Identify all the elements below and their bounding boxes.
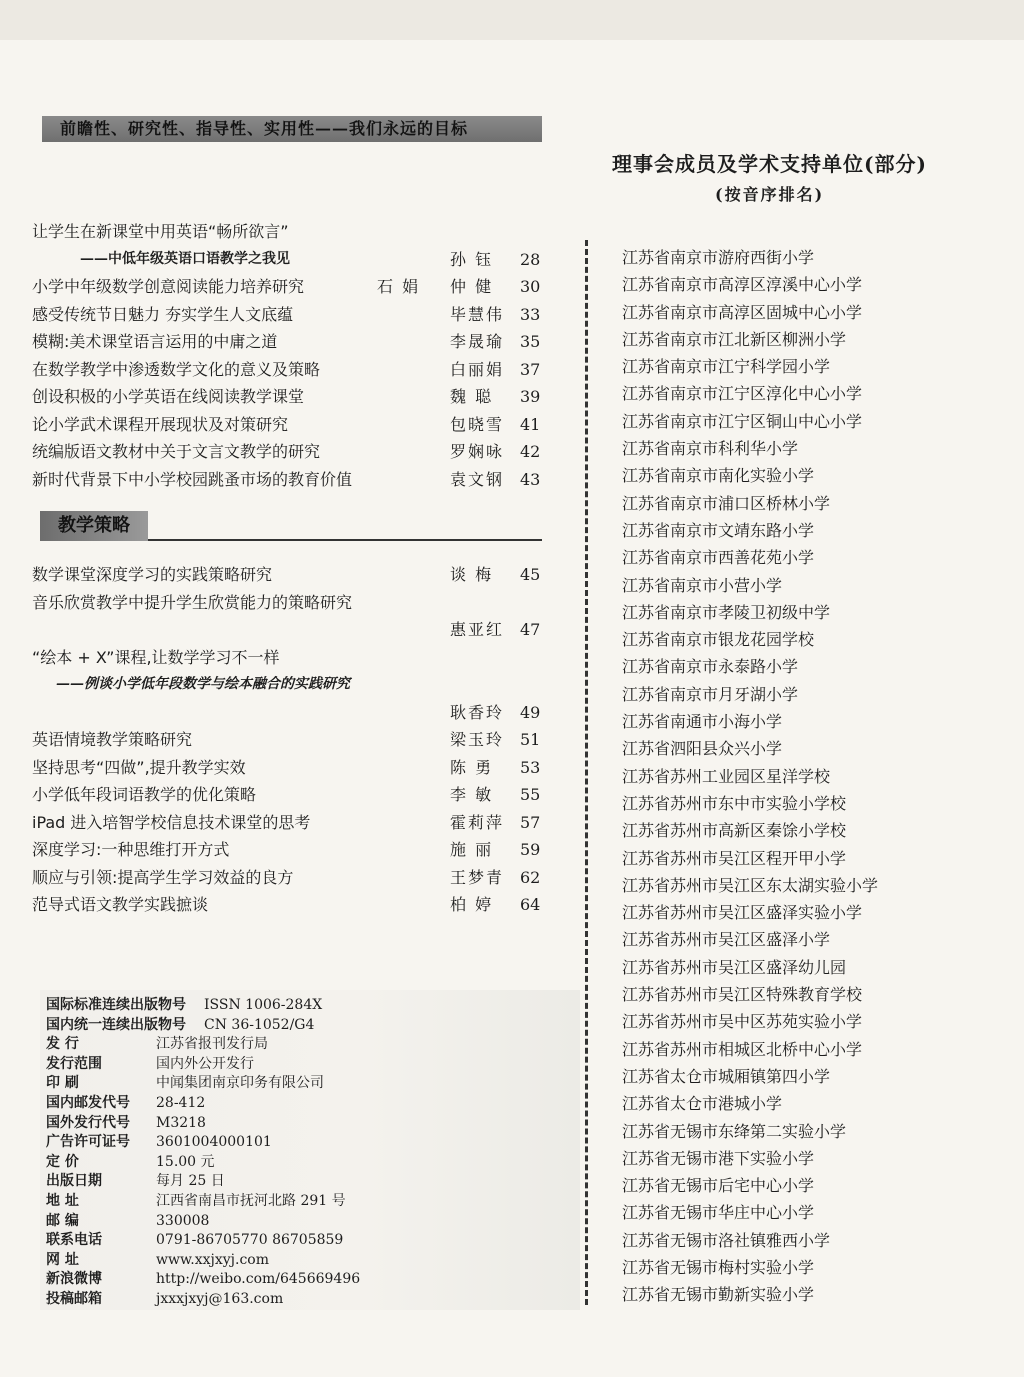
school-item: 江苏省南通市小海小学 <box>622 712 783 732</box>
info-label: 国内统一连续出版物号 <box>46 1016 186 1033</box>
toc-entry[interactable] <box>32 411 552 439</box>
toc-author: 陈 勇 <box>450 757 494 777</box>
toc-page-number: 30 <box>520 277 541 296</box>
school-item: 江苏省南京市江宁区铜山中心小学 <box>622 411 863 431</box>
toc-section-2 <box>32 561 552 919</box>
toc-page-number: 49 <box>520 702 541 722</box>
info-value: M3218 <box>156 1114 206 1131</box>
info-value: 3601004000101 <box>156 1134 272 1151</box>
toc-entry[interactable] <box>32 644 552 672</box>
info-row <box>46 1212 566 1232</box>
info-row <box>46 1055 566 1075</box>
school-item: 江苏省南京市江北新区柳洲小学 <box>622 329 847 349</box>
info-label: 印 刷 <box>46 1075 79 1092</box>
info-label: 广告许可证号 <box>46 1134 130 1151</box>
school-item: 江苏省南京市江宁区淳化中心小学 <box>622 384 863 404</box>
toc-title: iPad 进入培智学校信息技术课堂的思考 <box>32 812 311 832</box>
info-value: jxxxjxyj@163.com <box>156 1290 284 1307</box>
toc-title: 英语情境教学策略研究 <box>32 730 193 749</box>
toc-page-number: 39 <box>520 387 541 406</box>
toc-title: 在数学教学中渗透数学文化的意义及策略 <box>32 359 321 379</box>
toc-title: 小学低年段词语教学的优化策略 <box>32 785 257 804</box>
toc-author: 李晟瑜 <box>450 332 505 351</box>
info-label: 发 行 <box>46 1036 79 1053</box>
info-row <box>46 1153 566 1173</box>
info-value: 28-412 <box>156 1094 206 1111</box>
school-item: 江苏省苏州市东中市实验小学校 <box>622 793 847 813</box>
toc-author: 梁玉玲 <box>450 730 505 749</box>
info-row <box>46 1290 566 1310</box>
toc-author: 耿香玲 <box>450 702 505 722</box>
toc-title: 模糊:美术课堂语言运用的中庸之道 <box>32 332 278 351</box>
toc-author: 毕慧伟 <box>450 304 505 324</box>
toc-title: ——中低年级英语口语教学之我见 <box>80 250 290 267</box>
toc-coauthor: 石 娟 <box>377 277 421 296</box>
toc-entry[interactable] <box>32 726 552 754</box>
toc-title: “绘本 + X”课程,让数学学习不一样 <box>32 647 280 667</box>
toc-page-number: 57 <box>520 812 541 832</box>
info-value: www.xxjxyj.com <box>156 1251 270 1268</box>
info-row <box>46 1231 566 1251</box>
school-item: 江苏省南京市银龙花园学校 <box>622 630 815 650</box>
toc-entry[interactable] <box>32 383 552 411</box>
toc-entry[interactable] <box>32 809 552 837</box>
info-row <box>46 1133 566 1153</box>
top-strip <box>0 0 1024 40</box>
toc-title: 音乐欣赏教学中提升学生欣赏能力的策略研究 <box>32 592 353 612</box>
toc-title: 坚持思考“四做”,提升教学实效 <box>32 757 246 777</box>
toc-title: 论小学武术课程开展现状及对策研究 <box>32 414 289 434</box>
info-value: 每月 25 日 <box>156 1173 225 1190</box>
toc-title: 让学生在新课堂中用英语“畅所欲言” <box>32 222 289 241</box>
info-label: 发行范围 <box>46 1055 102 1072</box>
toc-page-number: 35 <box>520 332 541 351</box>
info-value: http://weibo.com/645669496 <box>156 1271 361 1288</box>
school-item: 江苏省无锡市梅村实验小学 <box>622 1257 815 1277</box>
school-item: 江苏省泗阳县众兴小学 <box>622 739 783 759</box>
info-label: 投稿邮箱 <box>46 1290 102 1307</box>
info-label: 新浪微博 <box>46 1271 102 1288</box>
toc-author: 袁文钢 <box>450 469 505 489</box>
toc-author: 李 敏 <box>450 785 494 804</box>
toc-entry[interactable] <box>32 891 552 919</box>
info-value: CN 36-1052/G4 <box>204 1016 315 1033</box>
toc-page-number: 47 <box>520 620 541 639</box>
school-list <box>622 244 1022 1309</box>
info-row <box>46 1114 566 1134</box>
toc-page-number: 42 <box>520 442 541 461</box>
toc-page-number: 62 <box>520 867 541 887</box>
section-rule <box>148 539 542 541</box>
school-item: 江苏省苏州市吴江区程开甲小学 <box>622 848 847 868</box>
toc-page-number: 59 <box>520 840 541 859</box>
school-item: 江苏省无锡市港下实验小学 <box>622 1148 815 1168</box>
toc-page-number: 28 <box>520 249 541 269</box>
info-value: ISSN 1006-284X <box>204 997 323 1013</box>
toc-author: 惠亚红 <box>450 620 505 639</box>
info-value: 江苏省报刊发行局 <box>156 1036 268 1053</box>
toc-title: 小学中年级数学创意阅读能力培养研究 <box>32 277 305 296</box>
toc-page-number: 53 <box>520 757 541 777</box>
toc-author: 柏 婷 <box>450 895 494 914</box>
toc-page-number: 45 <box>520 565 541 584</box>
toc-page-number: 41 <box>520 414 541 434</box>
school-item: 江苏省苏州市吴江区东太湖实验小学 <box>622 875 879 895</box>
toc-section-1 <box>32 218 552 493</box>
publication-info <box>46 996 566 1310</box>
school-item: 江苏省南京市高淳区固城中心小学 <box>622 302 863 322</box>
school-item: 江苏省南京市江宁科学园小学 <box>622 357 831 377</box>
info-label: 网 址 <box>46 1251 79 1268</box>
school-item: 江苏省苏州市吴江区特殊教育学校 <box>622 985 863 1005</box>
school-item: 江苏省苏州市吴中区苏苑实验小学 <box>622 1012 863 1032</box>
school-item: 江苏省南京市永泰路小学 <box>622 657 799 677</box>
info-label: 联系电话 <box>46 1232 102 1249</box>
toc-page-number: 43 <box>520 469 541 489</box>
column-divider <box>585 240 588 1305</box>
council-subtitle: (按音序排名) <box>715 185 825 204</box>
info-value: 330008 <box>156 1212 210 1229</box>
info-row <box>46 1251 566 1271</box>
school-item: 江苏省苏州市相城区北桥中心小学 <box>622 1039 863 1059</box>
info-row <box>46 1270 566 1290</box>
toc-author: 包晓雪 <box>450 414 505 434</box>
toc-page-number: 64 <box>520 895 541 914</box>
info-label: 国际标准连续出版物号 <box>46 997 186 1013</box>
toc-title: 顺应与引领:提高学生学习效益的良方 <box>32 867 294 887</box>
school-item: 江苏省无锡市华庄中心小学 <box>622 1203 815 1223</box>
toc-author: 孙 钰 <box>450 249 494 269</box>
school-item: 江苏省南京市月牙湖小学 <box>622 684 799 704</box>
info-label: 出版日期 <box>46 1173 102 1190</box>
school-item: 江苏省太仓市港城小学 <box>622 1094 783 1114</box>
school-item: 江苏省苏州市吴江区盛泽小学 <box>622 930 831 950</box>
toc-title: 范导式语文教学实践摭谈 <box>32 895 209 914</box>
toc-entry[interactable] <box>32 836 552 864</box>
toc-title: 新时代背景下中小学校园跳蚤市场的教育价值 <box>32 469 353 489</box>
school-item: 江苏省太仓市城厢镇第四小学 <box>622 1066 831 1086</box>
school-item: 江苏省无锡市洛社镇雅西小学 <box>622 1230 831 1250</box>
school-item: 江苏省南京市文靖东路小学 <box>622 520 815 540</box>
toc-entry[interactable] <box>32 616 552 644</box>
toc-page-number: 55 <box>520 785 541 804</box>
toc-author: 霍莉萍 <box>450 812 505 832</box>
toc-title: 深度学习:一种思维打开方式 <box>32 840 230 859</box>
info-value: 0791-86705770 86705859 <box>156 1232 344 1249</box>
toc-entry[interactable] <box>32 246 552 274</box>
school-item: 江苏省南京市高淳区淳溪中心小学 <box>622 275 863 295</box>
toc-entry[interactable] <box>32 218 552 246</box>
toc-entry[interactable] <box>32 699 552 727</box>
section-header <box>40 511 540 543</box>
toc-author: 谈 梅 <box>450 565 494 584</box>
toc-title: 感受传统节日魅力 夯实学生人文底蕴 <box>32 304 294 324</box>
info-label: 邮 编 <box>46 1212 79 1229</box>
school-item: 江苏省无锡市后宅中心小学 <box>622 1176 815 1196</box>
toc-entry[interactable] <box>32 781 552 809</box>
school-item: 江苏省无锡市勤新实验小学 <box>622 1285 815 1305</box>
section-title: 教学策略 <box>40 511 148 541</box>
school-item: 江苏省苏州工业园区星洋学校 <box>622 766 831 786</box>
info-label: 国外发行代号 <box>46 1114 130 1131</box>
toc-author: 罗娴咏 <box>450 442 505 461</box>
toc-entry[interactable] <box>32 356 552 384</box>
info-row <box>46 1192 566 1212</box>
info-value: 国内外公开发行 <box>156 1055 254 1072</box>
school-item: 江苏省南京市南化实验小学 <box>622 466 815 486</box>
toc-entry[interactable] <box>32 328 552 356</box>
toc-title: 创设积极的小学英语在线阅读教学课堂 <box>32 387 305 406</box>
school-item: 江苏省苏州市吴江区盛泽实验小学 <box>622 903 863 923</box>
info-row <box>46 1172 566 1192</box>
school-item: 江苏省无锡市东绛第二实验小学 <box>622 1121 847 1141</box>
toc-title: 统编版语文教材中关于文言文教学的研究 <box>32 442 321 461</box>
council-title: 理事会成员及学术支持单位(部分) <box>612 152 927 176</box>
info-row <box>46 1035 566 1055</box>
school-item: 江苏省南京市孝陵卫初级中学 <box>622 602 831 622</box>
school-item: 江苏省南京市西善花苑小学 <box>622 548 815 568</box>
school-item: 江苏省苏州市吴江区盛泽幼儿园 <box>622 957 847 977</box>
toc-title: 数学课堂深度学习的实践策略研究 <box>32 565 273 584</box>
toc-page-number: 37 <box>520 359 541 379</box>
info-row <box>46 996 566 1016</box>
toc-page-number: 33 <box>520 304 541 324</box>
toc-entry[interactable] <box>32 864 552 892</box>
slogan-banner: 前瞻性、研究性、指导性、实用性——我们永远的目标 <box>42 116 542 142</box>
school-item: 江苏省南京市科利华小学 <box>622 439 799 459</box>
toc-entry[interactable] <box>32 589 552 617</box>
school-item: 江苏省苏州市高新区秦馀小学校 <box>622 821 847 841</box>
school-item: 江苏省南京市小营小学 <box>622 575 783 595</box>
toc-author: 白丽娟 <box>450 359 505 379</box>
info-label: 定 价 <box>46 1153 79 1170</box>
school-item: 江苏省南京市游府西街小学 <box>622 248 815 267</box>
info-value: 江西省南昌市抚河北路 291 号 <box>156 1192 346 1209</box>
toc-title: ——例谈小学低年段数学与绘本融合的实践研究 <box>56 676 350 692</box>
info-row <box>46 1074 566 1094</box>
toc-author: 魏 聪 <box>450 387 494 406</box>
toc-author: 王梦青 <box>450 867 505 887</box>
toc-author: 仲 健 <box>450 277 494 296</box>
info-value: 15.00 元 <box>156 1153 215 1170</box>
toc-entry[interactable] <box>32 671 552 699</box>
school-item: 江苏省南京市浦口区桥林小学 <box>622 493 831 513</box>
toc-entry[interactable] <box>32 438 552 466</box>
info-row <box>46 1016 566 1036</box>
toc-page-number: 51 <box>520 730 541 749</box>
info-label: 国内邮发代号 <box>46 1094 130 1111</box>
info-label: 地 址 <box>46 1192 79 1209</box>
info-row <box>46 1094 566 1114</box>
toc-entry[interactable] <box>32 301 552 329</box>
toc-entry[interactable] <box>32 466 552 494</box>
toc-entry[interactable] <box>32 561 552 589</box>
toc-entry[interactable] <box>32 273 552 301</box>
info-value: 中闻集团南京印务有限公司 <box>156 1075 324 1092</box>
toc-entry[interactable] <box>32 754 552 782</box>
toc-author: 施 丽 <box>450 840 494 859</box>
